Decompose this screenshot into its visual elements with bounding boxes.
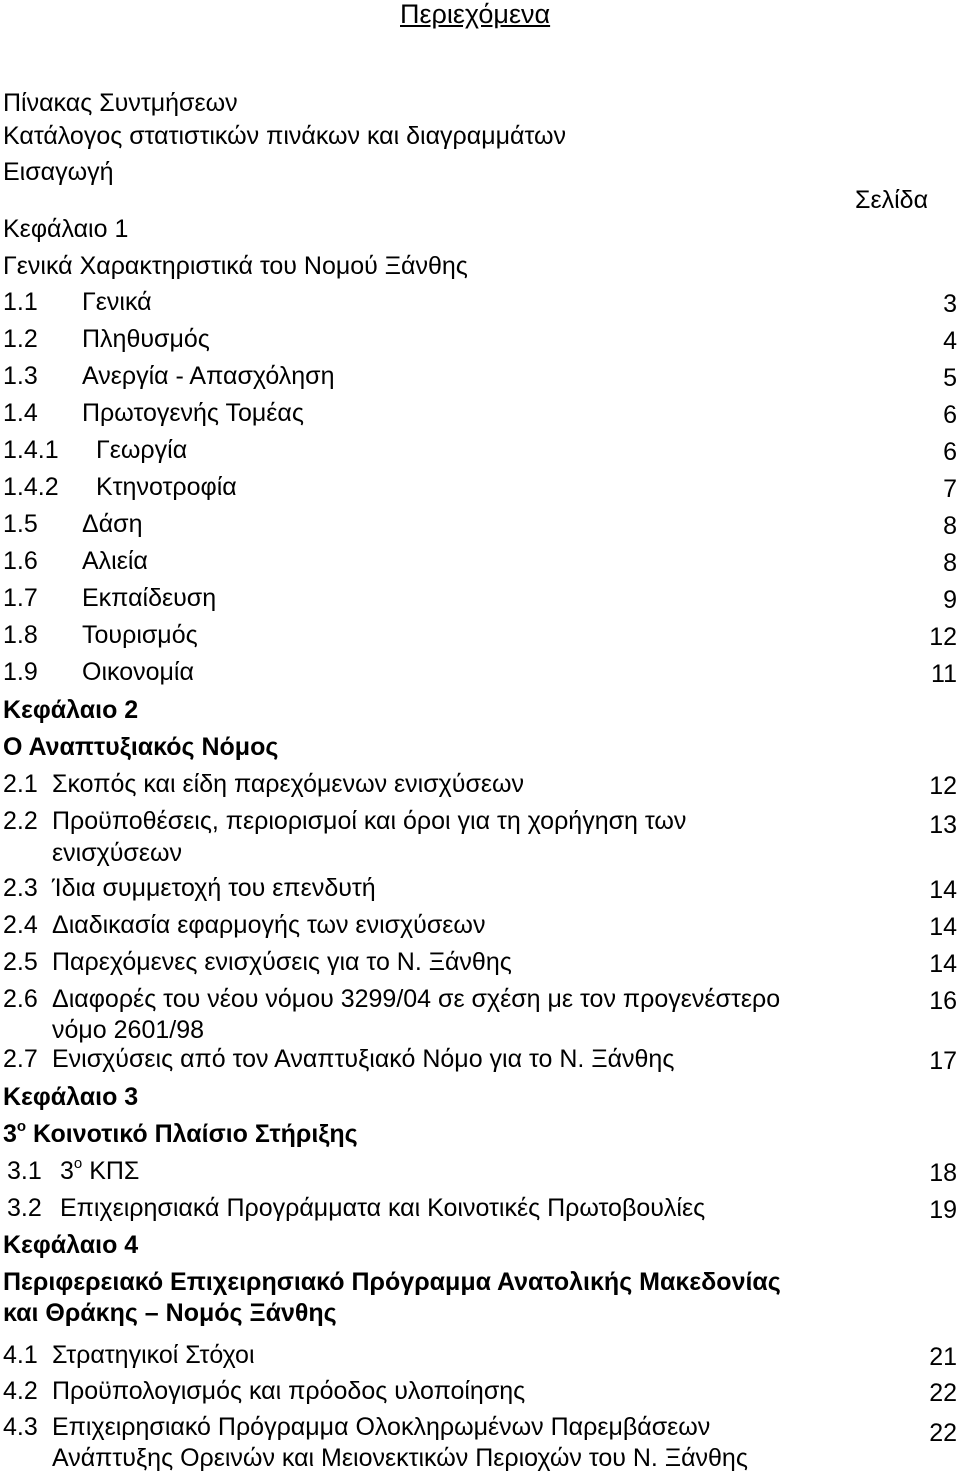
toc-entry-number: 1.6 <box>3 547 38 575</box>
toc-entry-number: 4.2 <box>3 1377 38 1405</box>
toc-entry-number: 2.6 <box>3 985 38 1013</box>
chapter-1-label: Κεφάλαιο 1 <box>3 215 129 243</box>
page-title: Περιεχόμενα <box>400 0 551 29</box>
toc-entry-number: 3.1 <box>7 1157 42 1185</box>
toc-entry-title: Αλιεία <box>82 547 148 575</box>
toc-entry-number: 2.2 <box>3 807 38 835</box>
toc-entry-title-continued: νόμο 2601/98 <box>52 1016 205 1044</box>
toc-entry-title-continued: Ανάπτυξης Ορεινών και Μειονεκτικών Περιοχών του Ν. Ξάνθης <box>52 1444 748 1472</box>
toc-entry-title: Πληθυσμός <box>82 325 210 353</box>
toc-entry-number: 1.8 <box>3 621 38 649</box>
chapter-4-title: Περιφερειακό Επιχειρησιακό Πρόγραμμα Ανατολικής Μακεδονίας <box>3 1268 781 1296</box>
toc-entry-number: 2.1 <box>3 770 38 798</box>
toc-entry-page: 21 <box>929 1343 957 1371</box>
toc-entry-abbreviations: Πίνακας Συντμήσεων <box>3 89 238 117</box>
toc-entry-title: Τουρισμός <box>82 621 198 649</box>
toc-entry-page: 7 <box>943 475 957 503</box>
toc-entry-page: 12 <box>929 623 957 651</box>
toc-entry-page: 22 <box>929 1419 957 1447</box>
toc-entry-title: Πρωτογενής Τομέας <box>82 399 304 427</box>
toc-entry-page: 11 <box>931 660 957 688</box>
toc-entry-introduction: Εισαγωγή <box>3 158 114 186</box>
toc-entry-number: 1.7 <box>3 584 38 612</box>
toc-entry-title: Ίδια συμμετοχή του επενδυτή <box>52 874 376 902</box>
page-column-header: Σελίδα <box>855 186 929 214</box>
toc-entry-number: 1.2 <box>3 325 38 353</box>
toc-entry-page: 17 <box>929 1047 957 1075</box>
toc-entry-title: Εκπαίδευση <box>82 584 217 612</box>
toc-entry-title: Παρεχόμενες ενισχύσεις για το Ν. Ξάνθης <box>52 948 512 976</box>
chapter-2-title: Ο Αναπτυξιακός Νόμος <box>3 733 279 761</box>
toc-entry-title: Διαδικασία εφαρμογής των ενισχύσεων <box>52 911 486 939</box>
toc-entry-number: 1.4.2 <box>3 473 59 501</box>
chapter-2-label: Κεφάλαιο 2 <box>3 696 139 724</box>
toc-entry-page: 8 <box>943 549 957 577</box>
toc-entry-title: Επιχειρησιακά Προγράμματα και Κοινοτικές Πρωτοβουλίες <box>60 1194 706 1222</box>
toc-entry-title: Διαφορές του νέου νόμου 3299/04 σε σχέση με τον προγενέστερο <box>52 985 781 1013</box>
toc-entry-tables-list: Κατάλογος στατιστικών πινάκων και διαγραμμάτων <box>3 122 567 150</box>
toc-entry-number: 4.1 <box>3 1341 38 1369</box>
toc-entry-page: 14 <box>929 913 957 941</box>
toc-entry-title: Προϋπολογισμός και πρόοδος υλοποίησης <box>52 1377 526 1405</box>
toc-entry-title: Ανεργία - Απασχόληση <box>82 362 335 390</box>
toc-entry-title: Προϋποθέσεις, περιορισμοί και όροι για τη χορήγηση των <box>52 807 687 835</box>
toc-entry-number: 1.4.1 <box>3 436 59 464</box>
toc-entry-title: Σκοπός και είδη παρεχόμενων ενισχύσεων <box>52 770 525 798</box>
toc-entry-page: 5 <box>943 364 957 392</box>
toc-entry-page: 14 <box>929 950 957 978</box>
toc-entry-title: Στρατηγικοί Στόχοι <box>52 1341 255 1369</box>
toc-entry-page: 6 <box>943 401 957 429</box>
toc-entry-title: Δάση <box>82 510 143 538</box>
toc-entry-page: 19 <box>929 1196 957 1224</box>
toc-entry-number: 1.3 <box>3 362 38 390</box>
toc-entry-number: 2.4 <box>3 911 38 939</box>
toc-entry-number: 1.1 <box>3 288 38 316</box>
toc-entry-number: 1.4 <box>3 399 38 427</box>
chapter-3-label: Κεφάλαιο 3 <box>3 1083 139 1111</box>
toc-entry-page: 14 <box>929 876 957 904</box>
chapter-4-label: Κεφάλαιο 4 <box>3 1231 139 1259</box>
toc-entry-page: 16 <box>929 987 957 1015</box>
toc-entry-title: Γενικά <box>82 288 152 316</box>
toc-entry-page: 22 <box>929 1379 957 1407</box>
toc-entry-number: 4.3 <box>3 1413 38 1441</box>
toc-entry-page: 3 <box>943 290 957 318</box>
toc-entry-title: Ενισχύσεις από τον Αναπτυξιακό Νόμο για το Ν. Ξάνθης <box>52 1045 675 1073</box>
toc-entry-page: 8 <box>943 512 957 540</box>
toc-entry-number: 1.5 <box>3 510 38 538</box>
toc-entry-title: Κτηνοτροφία <box>96 473 237 501</box>
toc-entry-number: 3.2 <box>7 1194 42 1222</box>
toc-entry-page: 6 <box>943 438 957 466</box>
toc-entry-page: 4 <box>943 327 957 355</box>
toc-entry-title: $3^o$ ΚΠΣ <box>60 1155 140 1185</box>
toc-entry-title: Επιχειρησιακό Πρόγραμμα Ολοκληρωμένων Παρεμβάσεων <box>52 1413 711 1441</box>
toc-entry-page: 18 <box>929 1159 957 1187</box>
toc-entry-page: 13 <box>929 811 957 839</box>
chapter-3-title: $3^o$ Κοινοτικό Πλαίσιο Στήριξης <box>3 1118 358 1148</box>
toc-entry-page: 12 <box>929 772 957 800</box>
toc-entry-number: 1.9 <box>3 658 38 686</box>
toc-entry-title: Οικονομία <box>82 658 194 686</box>
toc-entry-number: 2.7 <box>3 1045 38 1073</box>
toc-entry-title-continued: ενισχύσεων <box>52 839 183 867</box>
toc-entry-number: 2.5 <box>3 948 38 976</box>
toc-entry-page: 9 <box>943 586 957 614</box>
chapter-1-title: Γενικά Χαρακτηριστικά του Νομού Ξάνθης <box>3 252 468 280</box>
toc-entry-number: 2.3 <box>3 874 38 902</box>
toc-entry-title: Γεωργία <box>96 436 188 464</box>
chapter-4-title-continued: και Θράκης – Νομός Ξάνθης <box>3 1299 337 1327</box>
